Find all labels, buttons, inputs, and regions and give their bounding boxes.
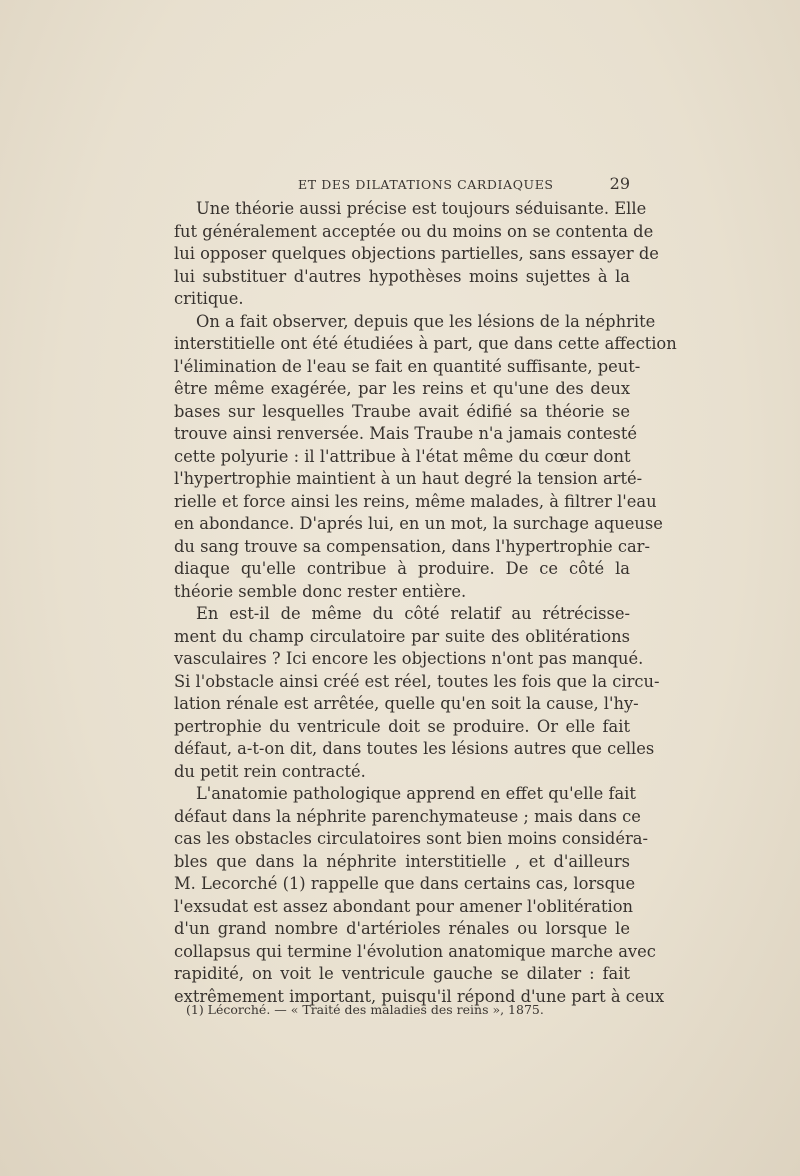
- text-line: fut généralement acceptée ou du moins on se contenta de: [174, 221, 654, 241]
- text-line: en abondance. D'aprés lui, en un mot, la surchage aqueuse: [174, 514, 663, 533]
- text-line: Si l'obstacle ainsi créé est réel, toutes les fois que la circu-: [174, 671, 660, 691]
- text-line: l'élimination de l'eau se fait en quantité suffisante, peut-: [174, 356, 641, 376]
- text-line: du sang trouve sa compensation, dans l'hypertrophie car-: [174, 536, 650, 556]
- body-text: [174, 198, 677, 1008]
- text-line: du petit rein contracté.: [174, 761, 366, 781]
- text-line: d'un grand nombre d'artérioles rénales ou lorsque le: [174, 919, 630, 938]
- paragraph: [174, 311, 677, 604]
- text-line: être même exagérée, par les reins et qu'une des deux: [174, 379, 630, 398]
- text-line: bases sur lesquelles Traube avait édifié sa théorie se: [174, 401, 630, 421]
- running-title: ET DES DILATATIONS CARDIAQUES: [298, 177, 554, 192]
- text-line: l'hypertrophie maintient à un haut degré la tension arté-: [174, 469, 643, 488]
- text-line: vasculaires ? Ici encore les objections n'ont pas manqué.: [174, 649, 644, 668]
- text-line: trouve ainsi renversée. Mais Traube n'a jamais contesté: [174, 424, 638, 443]
- text-line: ment du champ circulatoire par suite des oblitérations: [174, 626, 630, 646]
- text-line: rapidité, on voit le ventricule gauche se dilater : fait: [174, 964, 630, 983]
- paragraph: [174, 198, 659, 311]
- paragraph: [174, 783, 665, 1008]
- text-line: rielle et force ainsi les reins, même malades, à filtrer l'eau: [174, 491, 657, 511]
- text-line: défaut, a-t-on dit, dans toutes les lésions autres que celles: [174, 739, 655, 758]
- text-line: théorie semble donc rester entière.: [174, 581, 467, 601]
- text-line: défaut dans la néphrite parenchymateuse ; mais dans ce: [174, 806, 641, 826]
- text-line: interstitielle ont été étudiées à part, que dans cette affection: [174, 334, 677, 353]
- text-line: L'anatomie pathologique apprend en effet qu'elle fait: [196, 784, 636, 803]
- text-line: bles que dans la néphrite interstitielle , et d'ailleurs: [174, 851, 630, 871]
- text-line: collapsus qui termine l'évolution anatomique marche avec: [174, 941, 656, 961]
- footnote: (1) Lécorché. — « Traité des maladies des reins », 1875.: [186, 1002, 544, 1017]
- paragraph: [174, 603, 660, 783]
- text-line: critique.: [174, 289, 244, 308]
- text-line: En est-il de même du côté relatif au rétrécisse-: [196, 604, 630, 623]
- text-line: cas les obstacles circulatoires sont bien moins considéra-: [174, 829, 648, 848]
- page-number: 29: [609, 174, 630, 193]
- running-head: [174, 174, 634, 198]
- text-line: lui opposer quelques objections partielles, sans essayer de: [174, 244, 659, 263]
- text-line: lui substituer d'autres hypothèses moins sujettes à la: [174, 266, 630, 286]
- text-line: M. Lecorché (1) rappelle que dans certains cas, lorsque: [174, 874, 636, 893]
- text-line: On a fait observer, depuis que les lésions de la néphrite: [196, 311, 656, 331]
- text-line: l'exsudat est assez abondant pour amener l'oblitération: [174, 896, 634, 916]
- text-line: Une théorie aussi précise est toujours séduisante. Elle: [196, 199, 647, 218]
- text-line: diaque qu'elle contribue à produire. De ce côté la: [174, 559, 630, 578]
- text-line: cette polyurie : il l'attribue à l'état même du cœur dont: [174, 446, 631, 466]
- text-line: pertrophie du ventricule doit se produire. Or elle fait: [174, 716, 630, 736]
- text-line: extrêmement important, puisqu'il répond d'une part à ceux: [174, 986, 665, 1006]
- text-line: lation rénale est arrêtée, quelle qu'en soit la cause, l'hy-: [174, 694, 639, 713]
